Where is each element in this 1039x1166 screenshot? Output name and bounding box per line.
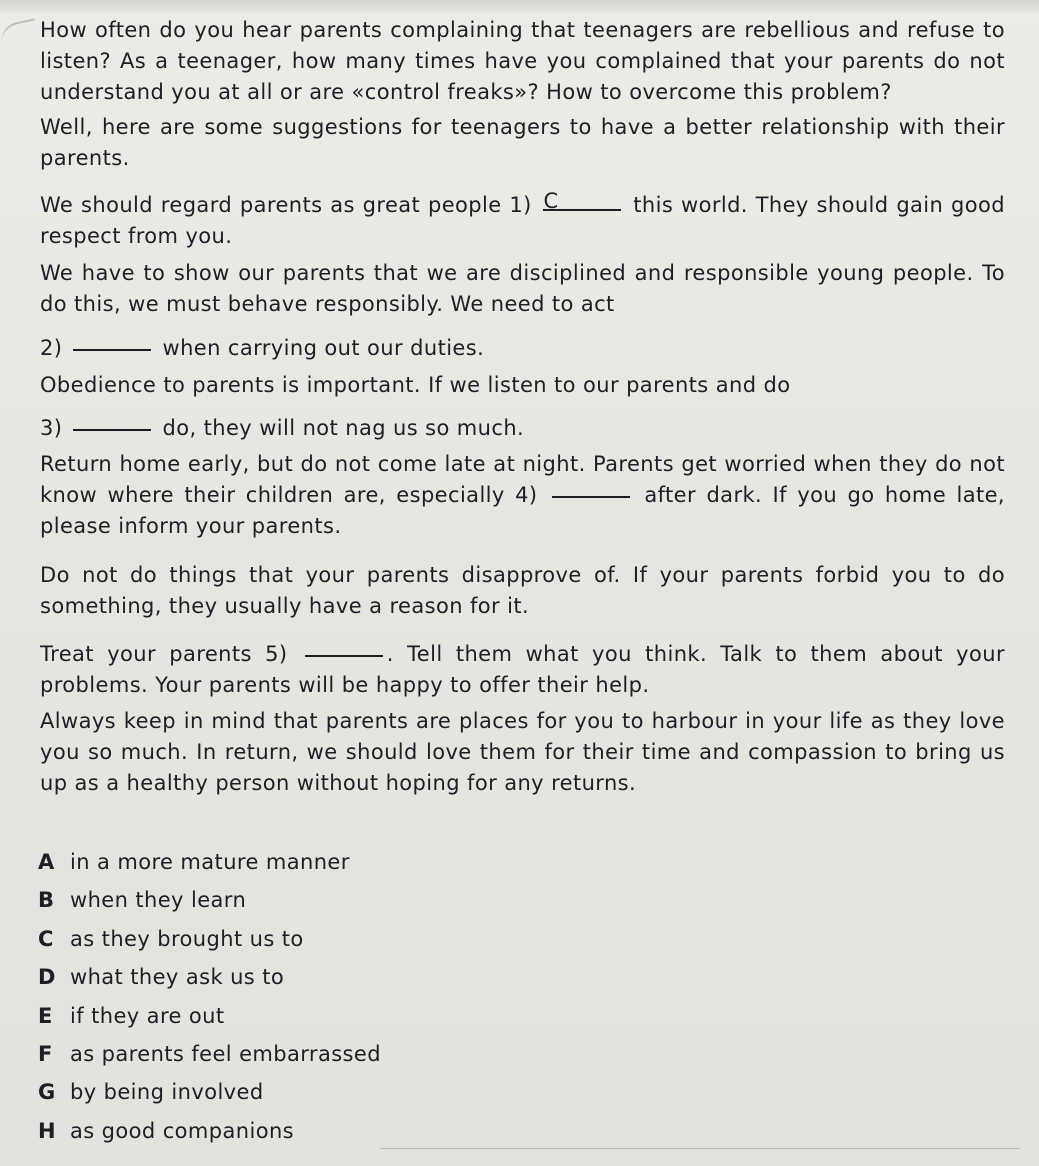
gap-4-before: Return home early, but do not come late at night. Parents get worried when they do not know where their children are, especially 4) xyxy=(40,452,1005,507)
gap-1-after: this world. They should gain good respect from you. xyxy=(40,193,1006,248)
gap-5-after: . Tell them what you think. Talk to them about your problems. Your parents will be happy to offer their help. xyxy=(40,642,1005,697)
gap-3-number: 3) xyxy=(40,416,63,440)
paragraph-gap-5 xyxy=(40,639,1005,701)
answer-options-list xyxy=(38,846,381,1153)
option-b[interactable] xyxy=(38,884,381,922)
gap-3-after: do, they will not nag us so much. xyxy=(162,416,525,440)
option-e[interactable] xyxy=(38,1000,381,1038)
gap-2-number: 2) xyxy=(40,336,63,360)
paragraph-closing xyxy=(40,706,1005,799)
option-letter: A xyxy=(38,850,55,874)
paragraph-gap-2-line xyxy=(40,333,1005,364)
gap-2-before: We have to show our parents that we are disciplined and responsible young people. To do this, we must behave responsibly. We need to act xyxy=(40,261,1005,316)
gap-3-before: Obedience to parents is important. If we listen to our parents and do xyxy=(40,373,791,397)
gap-5-before: Treat your parents 5) xyxy=(40,642,288,666)
paragraph-intro xyxy=(40,15,1005,108)
page-top-edge xyxy=(0,0,1039,14)
paragraph-intro-text: How often do you hear parents complaining that teenagers are rebellious and refuse to listen? As a teenager, how many times have you complained that your parents do not understand you at all or are «control freaks»? How to overcome this problem? xyxy=(40,18,1005,104)
option-letter: D xyxy=(38,965,56,990)
gap-1-before: We should regard parents as great people 1) xyxy=(40,193,532,217)
option-h[interactable] xyxy=(38,1115,381,1153)
option-letter: G xyxy=(38,1080,56,1105)
page-bottom-rule xyxy=(380,1148,1020,1149)
option-g[interactable] xyxy=(38,1076,381,1114)
option-d[interactable] xyxy=(38,961,381,999)
gap-3-blank[interactable] xyxy=(73,429,151,431)
paragraph-gap-2 xyxy=(40,258,1005,320)
paragraph-gap-4 xyxy=(40,449,1005,542)
gap-1-blank[interactable]: C xyxy=(543,193,621,211)
option-text: by being involved xyxy=(70,1080,264,1105)
gap-2-blank[interactable] xyxy=(73,349,151,351)
option-text: if they are out xyxy=(70,1003,225,1028)
option-text: as they brought us to xyxy=(70,926,304,951)
paragraph-suggestions-text: Well, here are some suggestions for teenagers to have a better relationship with their parents. xyxy=(40,115,1005,170)
option-a[interactable] xyxy=(38,846,381,884)
option-text: what they ask us to xyxy=(70,965,285,990)
gap-4-blank[interactable] xyxy=(552,496,630,498)
option-c[interactable] xyxy=(38,923,381,961)
paragraph-disapprove xyxy=(40,560,1005,622)
paragraph-gap-1 xyxy=(40,190,1005,252)
gap-2-after: when carrying out our duties. xyxy=(162,336,485,360)
paragraph-suggestions xyxy=(40,112,1005,174)
option-text: when they learn xyxy=(70,888,247,913)
paragraph-closing-text: Always keep in mind that parents are places for you to harbour in your life as they love you so much. In return, we should love them for their time and compassion to bring us up as a healthy person without hoping for any returns. xyxy=(40,709,1005,795)
option-text: in a more mature manner xyxy=(70,850,350,874)
paper-fold xyxy=(0,18,40,53)
paragraph-gap-3-line xyxy=(40,413,1005,444)
option-letter: E xyxy=(38,1003,53,1028)
option-text: as parents feel embarrassed xyxy=(70,1041,381,1066)
option-f[interactable] xyxy=(38,1038,381,1076)
gap-5-blank[interactable] xyxy=(305,655,383,657)
option-text: as good companions xyxy=(70,1118,295,1143)
option-letter: H xyxy=(38,1118,56,1143)
gap-4-after: after dark. If you go home late, please inform your parents. xyxy=(40,483,1006,538)
option-letter: B xyxy=(38,888,55,913)
option-letter: C xyxy=(38,926,54,951)
paragraph-gap-3 xyxy=(40,370,1005,401)
option-letter: F xyxy=(38,1041,53,1066)
paragraph-disapprove-text: Do not do things that your parents disapprove of. If your parents forbid you to do something, they usually have a reason for it. xyxy=(40,563,1005,618)
